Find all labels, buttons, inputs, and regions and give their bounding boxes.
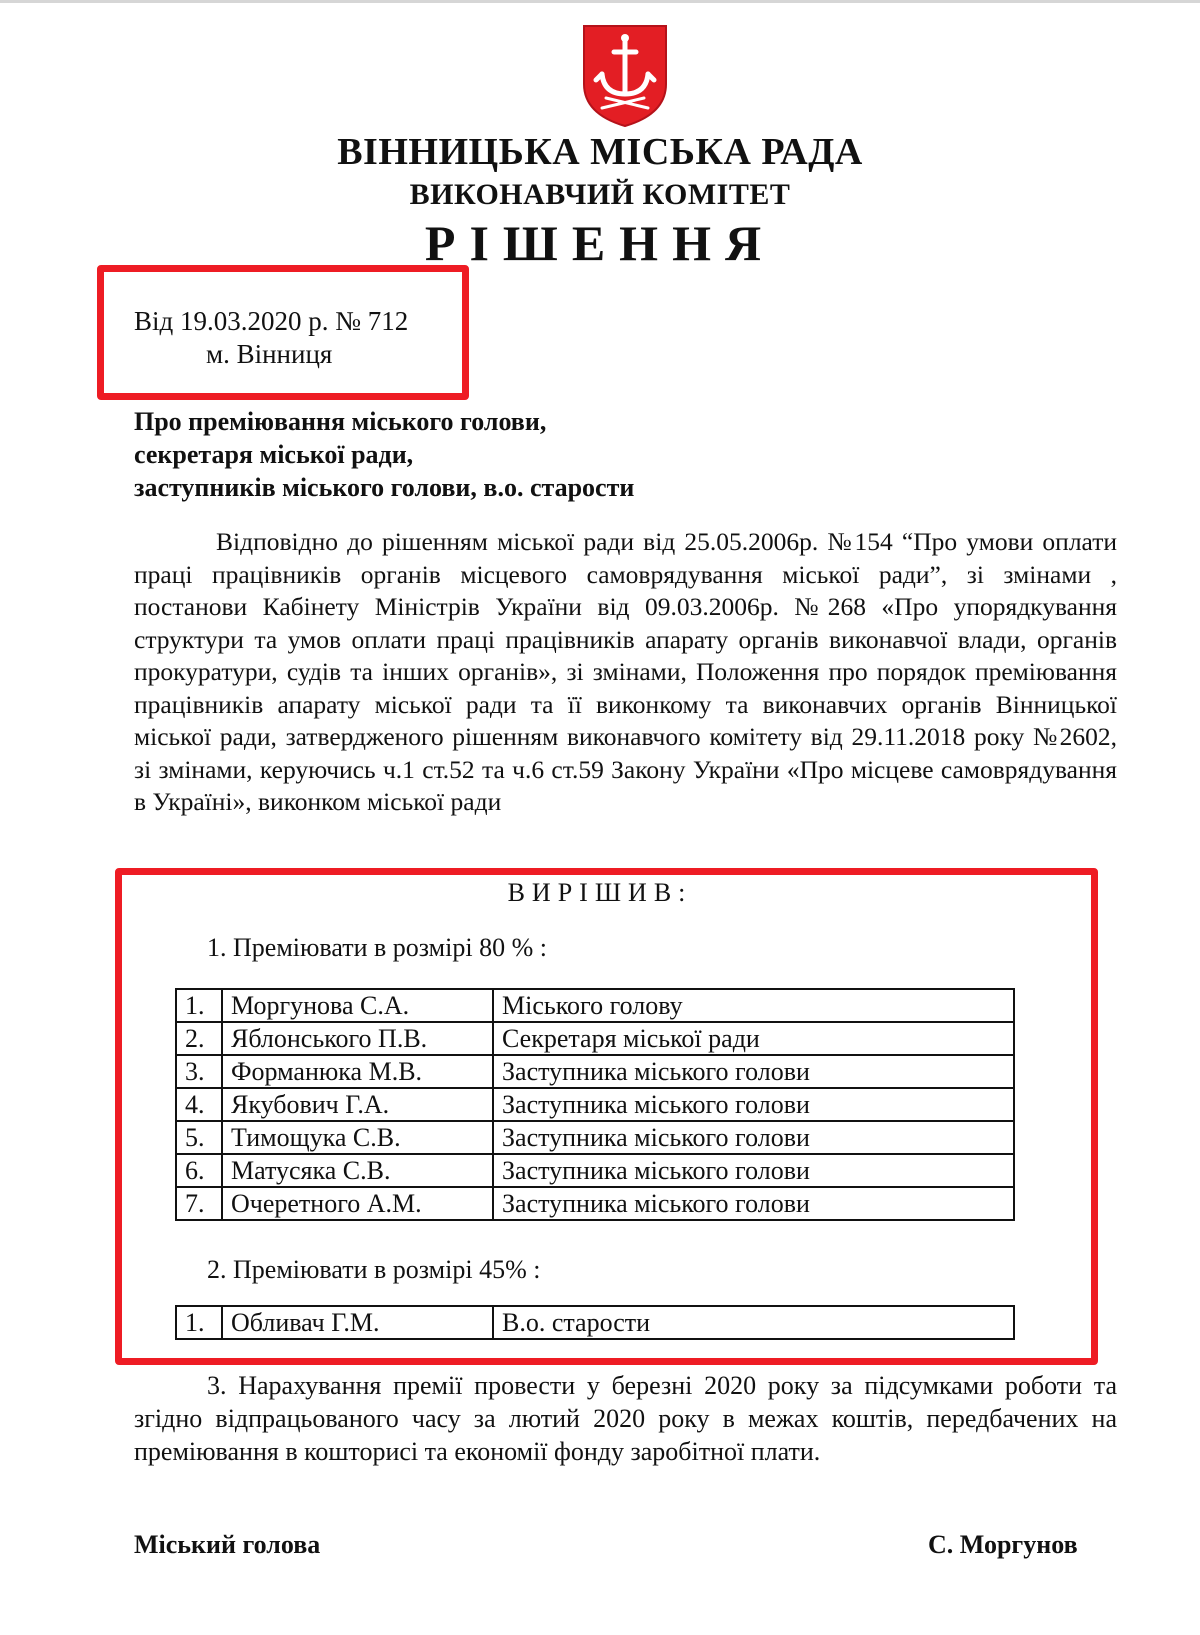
row-number: 6.: [176, 1154, 222, 1187]
row-name: Якубович Г.А.: [222, 1088, 493, 1121]
row-role: Міського голову: [493, 989, 1014, 1022]
row-role: В.о. старости: [493, 1306, 1014, 1339]
council-title: ВІННИЦЬКА МІСЬКА РАДА: [337, 131, 863, 173]
row-number: 4.: [176, 1088, 222, 1121]
row-role: Секретаря міської ради: [493, 1022, 1014, 1055]
city-crest-icon: [580, 22, 670, 130]
table-row: [176, 989, 1014, 1022]
award-table-45: [175, 1305, 1015, 1340]
row-number: 1.: [176, 989, 222, 1022]
table-row: [176, 1088, 1014, 1121]
table-row: [176, 1187, 1014, 1220]
table-row: [176, 1154, 1014, 1187]
top-border: [0, 0, 1200, 3]
item-3-text: 3. Нарахування премії провести у березні 2020 року за підсумками роботи та згідно відпрацьованого часу за лютий 2020 року в межах коштів, передбачених на преміювання в кошторисі та економії фонду заробітної плати.: [134, 1371, 1117, 1466]
decision-subject: [134, 405, 634, 504]
row-name: Обливач Г.М.: [222, 1306, 493, 1339]
row-number: 1.: [176, 1306, 222, 1339]
row-role: Заступника міського голови: [493, 1187, 1014, 1220]
row-number: 3.: [176, 1055, 222, 1088]
signature-position: Міський голова: [134, 1530, 321, 1559]
table-row: [176, 1306, 1014, 1339]
committee-title: ВИКОНАВЧИЙ КОМІТЕТ: [409, 178, 791, 211]
decided-heading: ВИРІШИВ:: [507, 878, 693, 907]
subject-line: заступників міського голови, в.о. старости: [134, 473, 635, 502]
row-role: Заступника міського голови: [493, 1088, 1014, 1121]
subject-line: секретаря міської ради,: [134, 440, 414, 469]
row-number: 5.: [176, 1121, 222, 1154]
row-role: Заступника міського голови: [493, 1055, 1014, 1088]
row-name: Форманюка М.В.: [222, 1055, 493, 1088]
decision-date-number: Від 19.03.2020 р. № 712: [134, 306, 409, 336]
preamble: [134, 526, 1117, 819]
preamble-text: Відповідно до рішенням міської ради від 25.05.2006р. №154 “Про умови оплати праці працівників органів місцевого самоврядування міської ради”, зі змінами , постанови Кабінету Міністрів України від 09.03.2006р. №268 «Про упорядкування структури та умов оплати праці працівників апарату органів виконавчої влади, органів прокуратури, судів та інших органів», зі змінами, Положення про порядок преміювання працівників апарату міської ради та її виконкому та виконавчих органів Вінницької міської ради, затвердженого рішенням виконавчого комітету від 29.11.2018 року №2602, зі змінами, керуючись ч.1 ст.52 та ч.6 ст.59 Закону України «Про місцеве самоврядування в Україні», виконком міської ради: [134, 527, 1117, 816]
row-name: Очеретного А.М.: [222, 1187, 493, 1220]
table-row: [176, 1055, 1014, 1088]
row-role: Заступника міського голови: [493, 1121, 1014, 1154]
award-table-80: [175, 988, 1015, 1221]
item-1-text: 1. Преміювати в розмірі 80 % :: [207, 933, 547, 962]
decision-city: м. Вінниця: [206, 339, 333, 369]
row-name: Тимощука С.В.: [222, 1121, 493, 1154]
signature-name: С. Моргунов: [928, 1530, 1078, 1559]
row-name: Матусяка С.В.: [222, 1154, 493, 1187]
row-role: Заступника міського голови: [493, 1154, 1014, 1187]
table-row: [176, 1121, 1014, 1154]
document-type: РІШЕННЯ: [424, 215, 776, 271]
row-name: Моргунова С.А.: [222, 989, 493, 1022]
row-number: 2.: [176, 1022, 222, 1055]
table-row: [176, 1022, 1014, 1055]
subject-line: Про преміювання міського голови,: [134, 407, 547, 436]
row-name: Яблонського П.В.: [222, 1022, 493, 1055]
item-2-text: 2. Преміювати в розмірі 45% :: [207, 1255, 541, 1284]
row-number: 7.: [176, 1187, 222, 1220]
